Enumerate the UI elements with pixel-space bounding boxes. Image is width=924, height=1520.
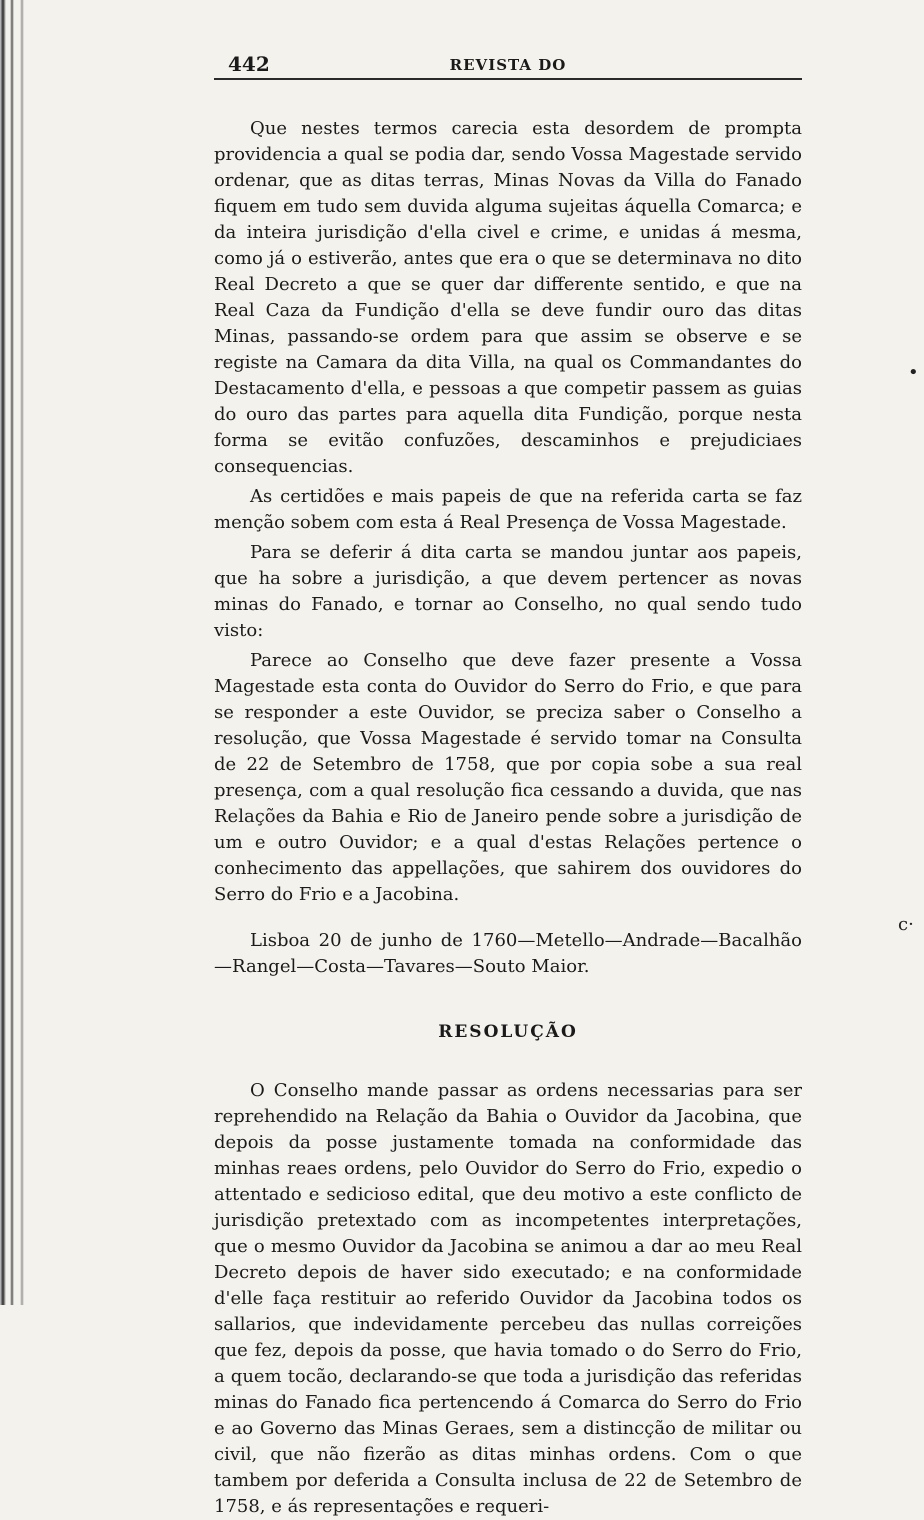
signature-line: Lisboa 20 de junho de 1760—Metello—Andrade—Bacalhão—Rangel—Costa—Tavares—Souto Maior. [214,930,802,977]
section-heading: RESOLUÇÃO [438,1022,578,1042]
scan-speck: ⅽ· [898,914,914,935]
running-header [214,48,802,80]
scan-binding-edge [0,0,28,1305]
document-page [214,48,802,1520]
body-paragraph: Que nestes termos carecia esta desordem de prompta providencia a qual se podia dar, sendo Vossa Magestade servido ordenar, que as ditas terras, Minas Novas da Villa do Fanado fiquem em tudo sem duvida alguma sujeitas áquella Comarca; e da inteira jurisdição d'ella civel e crime, e unidas á mesma, como já o estiverão, antes que era o que se determinava no dito Real Decreto a que se quer dar differente sentido, e que na Real Caza da Fundição d'ella se deve fundir ouro das ditas Minas, passando-se ordem para que assim se observe e se registe na Camara da dita Villa, na qual os Commandantes do Destacamento d'ella, e pessoas a que competir passem as guias do ouro das partes para aquella dita Fundição, porque nesta forma se evitão confuzões, descaminhos e prejudiciaes consequencias. [214,118,802,477]
body-paragraph: As certidões e mais papeis de que na referida carta se faz menção sobem com esta á Real Presença de Vossa Magestade. [214,486,802,533]
page-number: 442 [228,52,270,76]
journal-title: REVISTA DO [449,56,567,74]
resolution-paragraph: O Conselho mande passar as ordens necessarias para ser reprehendido na Relação da Bahia o Ouvidor da Jacobina, que depois da posse justamente tomada na conformidade das minhas reaes ordens, pelo Ouvidor do Serro do Frio, expedio o attentado e sedicioso edital, que deu motivo a este conflicto de jurisdição pretextado com as incompetentes interpretações, que o mesmo Ouvidor da Jacobina se animou a dar ao meu Real Decreto depois de haver sido executado; e na conformidade d'elle faça restituir ao referido Ouvidor da Jacobina todos os sallarios, que indevidamente percebeu das nullas correições que fez, depois da posse, que havia tomado o do Serro do Frio, a quem tocão, declarando-se que toda a jurisdição das referidas minas do Fanado fica pertencendo á Comarca do Serro do Frio e ao Governo das Minas Geraes, sem a distincção de militar ou civil, que não fizerão as ditas minhas ordens. Com o que tambem por deferida a Consulta inclusa de 22 de Setembro de 1758, e ás representações e requeri- [214,1080,802,1517]
body-paragraph: Parece ao Conselho que deve fazer presente a Vossa Magestade esta conta do Ouvidor do Serro do Frio, e que para se responder a este Ouvidor, se preciza saber o Conselho a resolução, que Vossa Magestade é servido tomar na Consulta de 22 de Setembro de 1758, que por copia sobe a sua real presença, com a qual resolução fica cessando a duvida, que nas Relações da Bahia e Rio de Janeiro pende sobre a jurisdição de um e outro Ouvidor; e a qual d'estas Relações pertence o conhecimento das appellações, que sahirem dos ouvidores do Serro do Frio e a Jacobina. [214,650,802,905]
scan-speck: • [908,362,919,383]
body-paragraph: Para se deferir á dita carta se mandou juntar aos papeis, que ha sobre a jurisdição, a que devem pertencer as novas minas do Fanado, e tornar ao Conselho, no qual sendo tudo visto: [214,542,802,641]
